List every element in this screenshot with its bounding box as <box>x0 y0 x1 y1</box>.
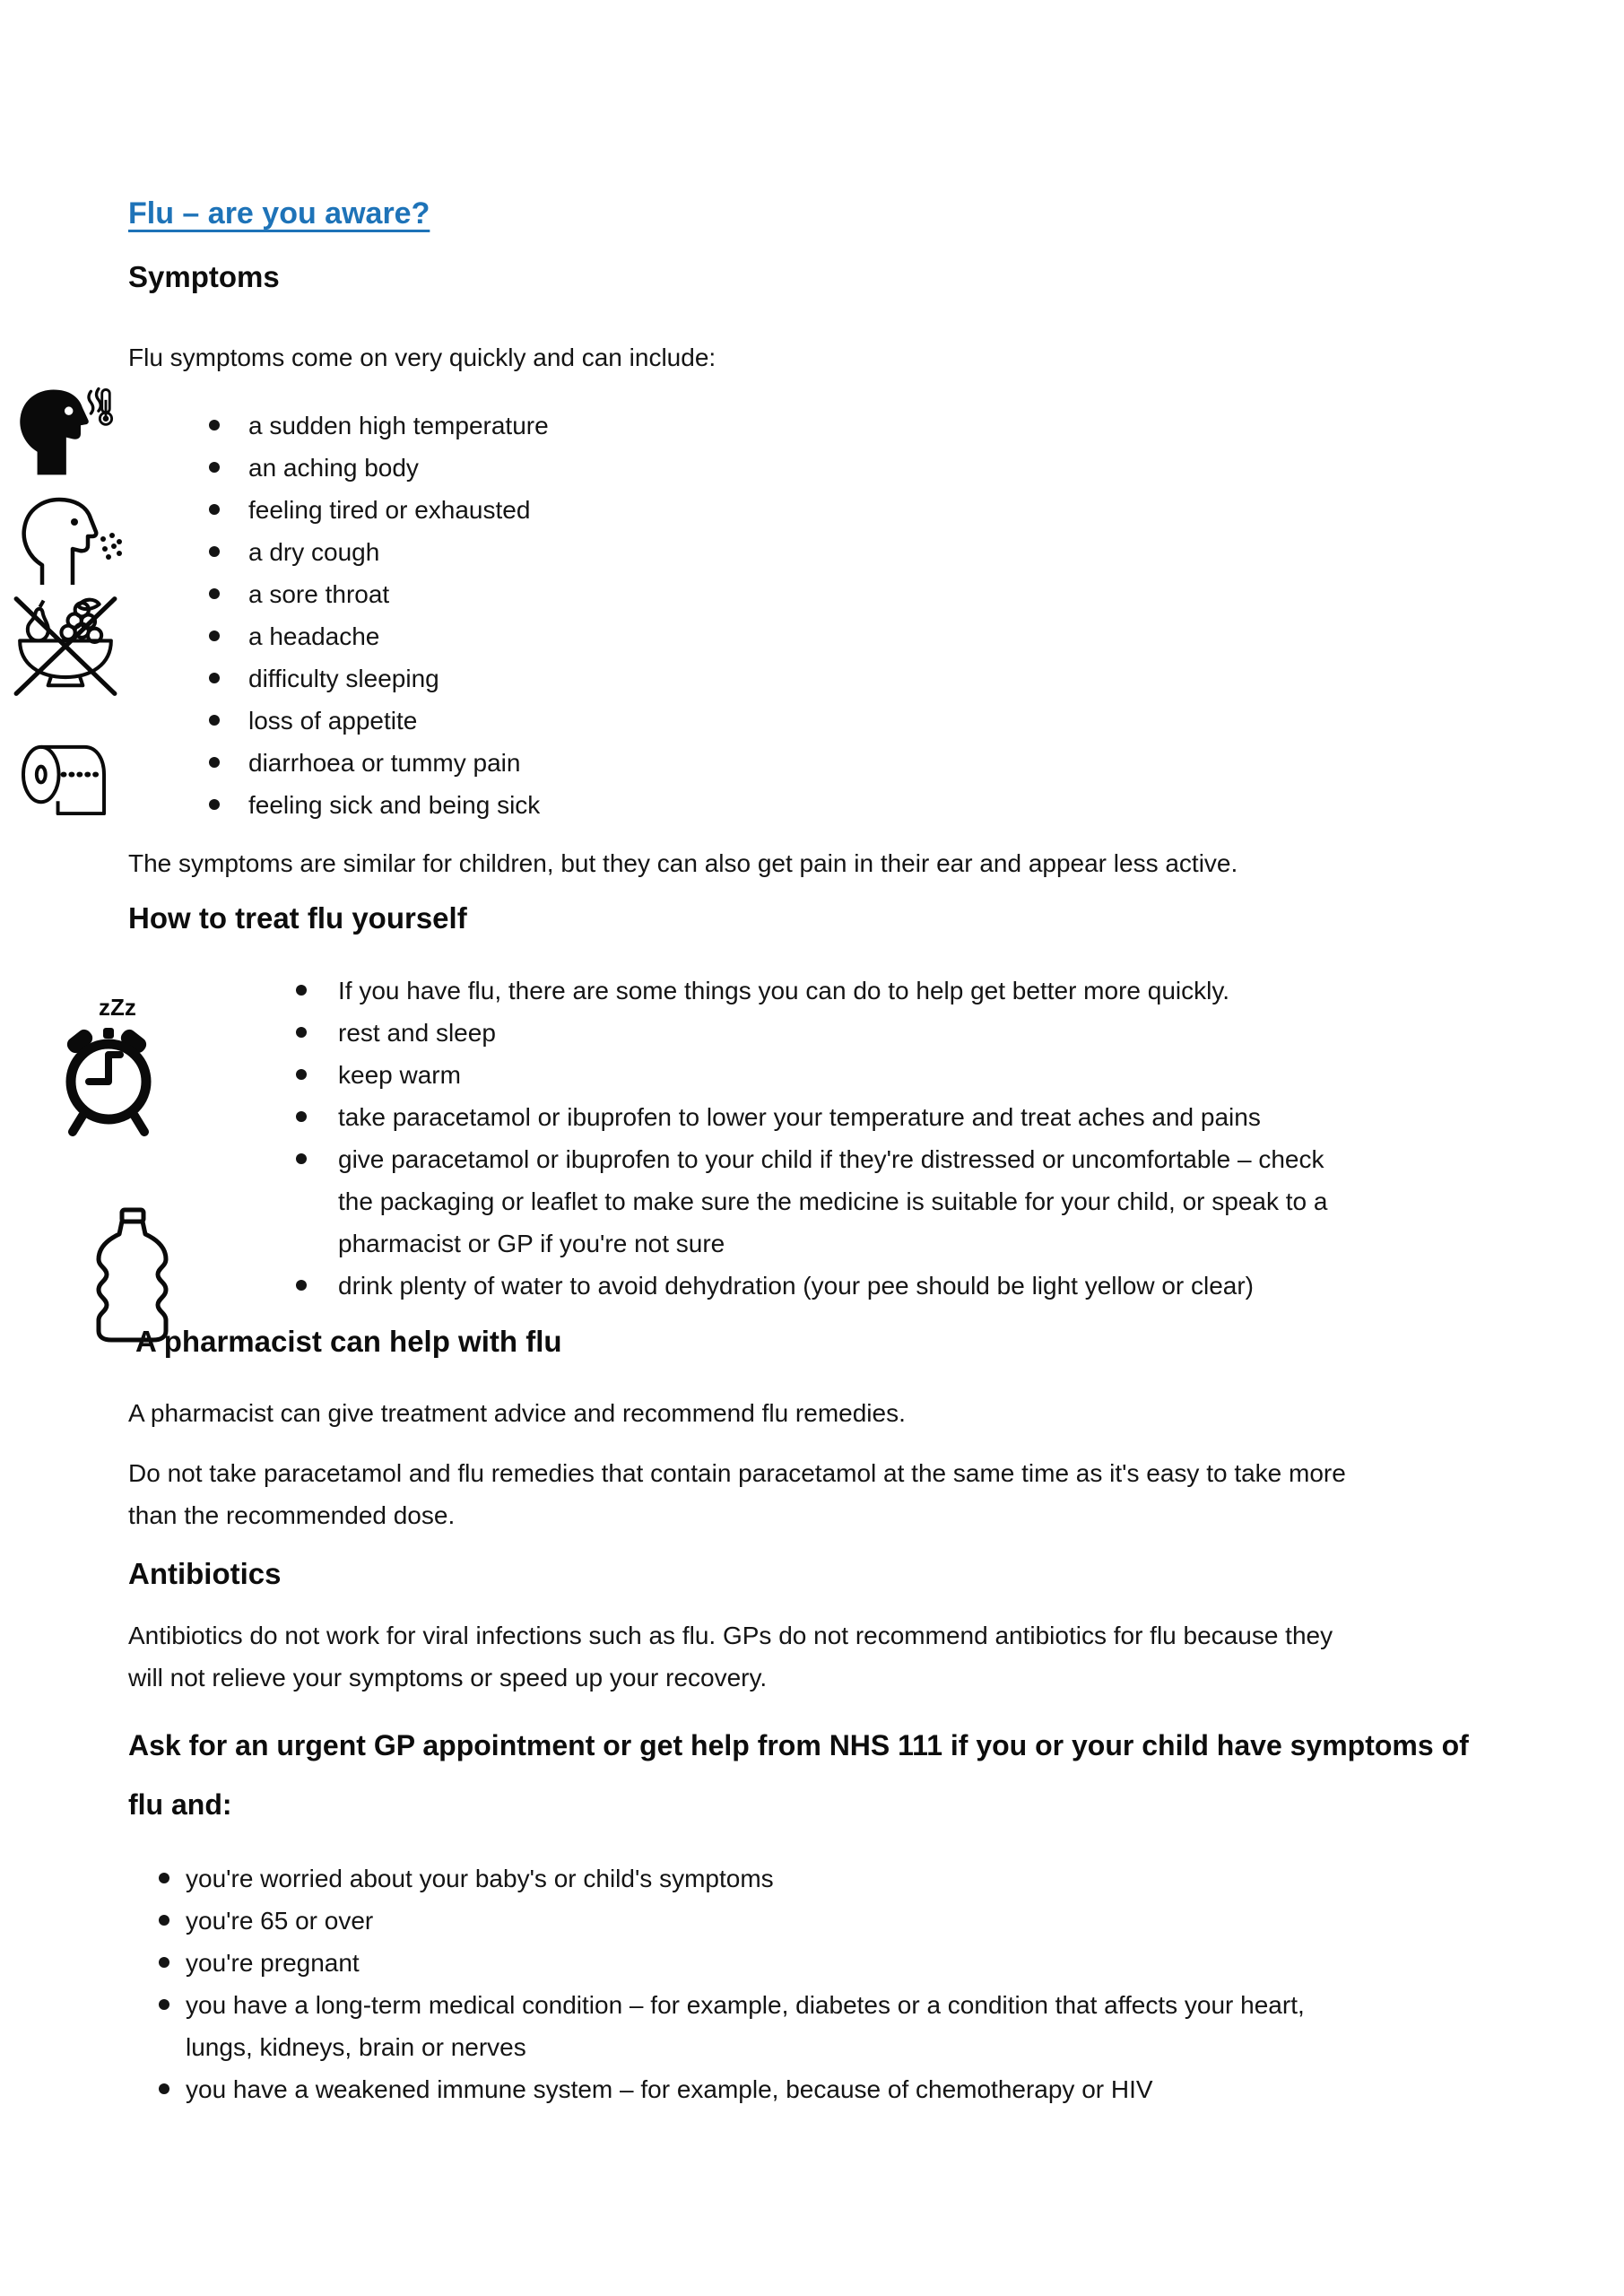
list-item: drink plenty of water to avoid dehydration (your pee should be light yellow or clear) <box>128 1265 1366 1307</box>
dosage-warning-paragraph: Do not take paracetamol and flu remedies that contain paracetamol at the same time as it's easy to take more than the recommended dose. <box>128 1459 1346 1529</box>
list-item: you're worried about your baby's or child's symptoms <box>128 1857 1366 1900</box>
list-item: you're pregnant <box>128 1942 1366 1984</box>
list-item: feeling tired or exhausted <box>128 489 1366 531</box>
heading-urgent-help: Ask for an urgent GP appointment or get help from NHS 111 if you or your child have symptoms of flu and: <box>128 1729 1469 1821</box>
symptoms-list <box>128 404 1366 826</box>
heading-pharmacist: A pharmacist can help with flu <box>135 1325 562 1358</box>
list-item: keep warm <box>128 1054 1366 1096</box>
list-item: a sudden high temperature <box>128 404 1366 447</box>
heading-symptoms: Symptoms <box>128 260 280 293</box>
antibiotics-paragraph: Antibiotics do not work for viral infections such as flu. GPs do not recommend antibiotics for flu because they will not relieve your symptoms or speed up your recovery. <box>128 1622 1333 1692</box>
list-item: a headache <box>128 615 1366 657</box>
zzz-label: zZz <box>99 994 136 1021</box>
heading-antibiotics: Antibiotics <box>128 1557 282 1590</box>
doc-title-link[interactable]: Flu – are you aware? <box>128 196 430 230</box>
list-item: rest and sleep <box>128 1012 1366 1054</box>
urgent-list <box>128 1857 1366 2110</box>
list-item: If you have flu, there are some things you can do to help get better more quickly. <box>128 970 1366 1012</box>
text-column <box>128 191 1469 2110</box>
fever-head-thermometer-icon <box>13 384 114 477</box>
no-appetite-crossed-fruit-bowl-icon <box>11 592 120 700</box>
list-item: a dry cough <box>128 531 1366 573</box>
list-item: you have a long-term medical condition – for example, diabetes or a condition that affects your heart, lungs, kidneys, brain or nerves <box>128 1984 1366 2068</box>
list-item: feeling sick and being sick <box>128 784 1366 826</box>
list-item: loss of appetite <box>128 700 1366 742</box>
heading-treat-yourself: How to treat flu yourself <box>128 901 467 935</box>
toilet-roll-icon <box>16 735 111 820</box>
children-note-paragraph: The symptoms are similar for children, but they can also get pain in their ear and appear less active. <box>128 849 1238 877</box>
list-item: you're 65 or over <box>128 1900 1366 1942</box>
list-item: take paracetamol or ibuprofen to lower your temperature and treat aches and pains <box>128 1096 1366 1138</box>
pharmacist-advice-paragraph: A pharmacist can give treatment advice and recommend flu remedies. <box>128 1399 906 1427</box>
list-item: give paracetamol or ibuprofen to your child if they're distressed or uncomfortable – check the packaging or leaflet to make sure the medicine is suitable for your child, or speak to a pharmacist or GP if you're not sure <box>128 1138 1366 1265</box>
sneezing-head-icon <box>18 495 124 585</box>
list-item: an aching body <box>128 447 1366 489</box>
list-item: diarrhoea or tummy pain <box>128 742 1366 784</box>
list-item: you have a weakened immune system – for example, because of chemotherapy or HIV <box>128 2068 1366 2110</box>
symptoms-intro-paragraph: Flu symptoms come on very quickly and can include: <box>128 344 716 371</box>
list-item: a sore throat <box>128 573 1366 615</box>
list-item: difficulty sleeping <box>128 657 1366 700</box>
treat-list <box>128 970 1366 1307</box>
